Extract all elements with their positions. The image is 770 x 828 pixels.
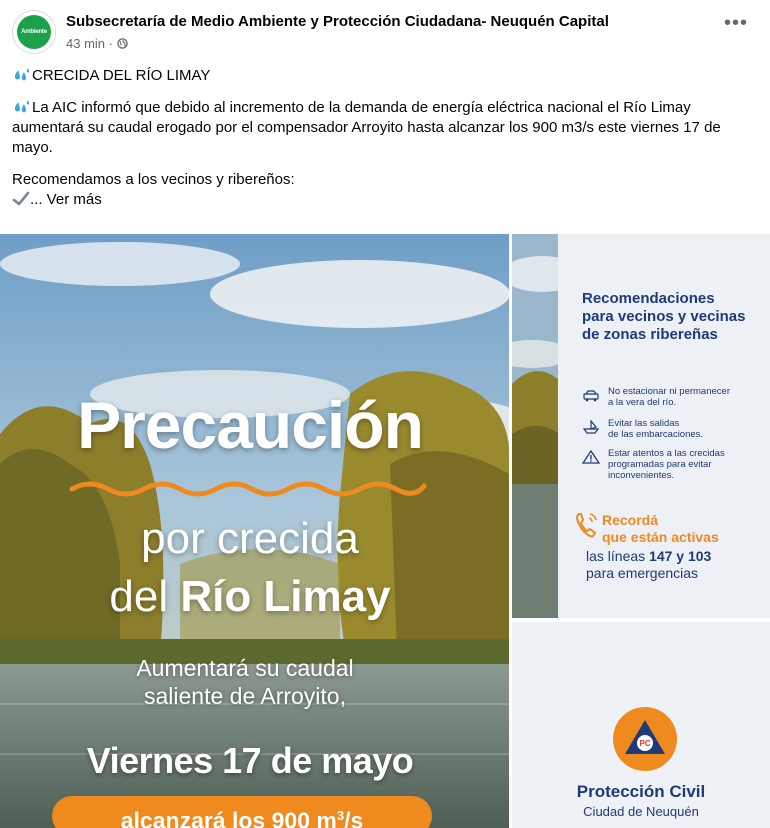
see-more-link[interactable]: ... Ver más xyxy=(30,191,102,208)
flow-rate-suffix: /s xyxy=(344,807,364,828)
post-line-4 xyxy=(12,190,752,210)
post-line-1 xyxy=(12,66,752,86)
emergency-lines-suffix: para emergencias xyxy=(586,565,699,581)
droplets-icon xyxy=(12,67,32,83)
subheadline-rio-limay xyxy=(0,574,500,620)
subheadline-por-crecida: por crecida xyxy=(141,514,359,563)
logo-title: Protección Civil xyxy=(576,782,706,801)
post-title-text: CRECIDA DEL RÍO LIMAY xyxy=(32,67,211,84)
more-options-button[interactable]: ••• xyxy=(723,12,748,34)
recorda-line-2: que están activas xyxy=(602,529,719,545)
proteccion-civil-logo xyxy=(612,706,678,772)
headline-precaucion: Precaución xyxy=(77,388,423,462)
recommendations-title xyxy=(582,290,745,344)
flow-rate-banner xyxy=(52,796,432,828)
side-image-logo[interactable] xyxy=(512,622,770,828)
recommendation-item xyxy=(582,448,725,481)
phone-icon xyxy=(574,510,600,540)
description-line-2: saliente de Arroyito, xyxy=(143,683,346,709)
side-image-recommendations[interactable] xyxy=(512,234,770,618)
post-body xyxy=(12,66,752,210)
recommendation-text: a la vera del río. xyxy=(608,397,677,408)
description-line-1: Aumentará su caudal xyxy=(136,655,354,681)
post-time[interactable]: 43 min · xyxy=(66,36,113,51)
globe-icon xyxy=(117,38,128,49)
main-post-image[interactable] xyxy=(0,234,509,828)
check-mark-icon xyxy=(12,191,30,207)
orange-wave-decoration xyxy=(68,478,428,500)
recommendations-title-line-1: Recomendaciones xyxy=(582,290,715,307)
post-line-2 xyxy=(12,98,752,158)
recommendation-item xyxy=(582,386,730,408)
description-text xyxy=(0,654,490,710)
logo-badge: PC xyxy=(639,739,651,748)
droplets-icon xyxy=(12,99,32,115)
recommendations-title-line-3: de zonas ribereñas xyxy=(582,326,718,343)
recommendation-item xyxy=(582,418,703,440)
post-description: La AIC informó que debido al incremento de la demanda de energía eléctrica nacional el Río Limay aumentará su caudal erogado por el compensador Arroyito hasta alcanzar los 900 m3/s este viernes 17 de mayo. xyxy=(12,99,721,156)
page-name-link[interactable]: Subsecretaría de Medio Ambiente y Protección Ciudadana- Neuquén Capital xyxy=(66,13,609,30)
recorda-text xyxy=(602,512,719,546)
recommendation-text: programadas para evitar xyxy=(608,459,712,470)
recommendation-text: Estar atentos a las crecidas xyxy=(608,448,725,459)
emergency-lines-text xyxy=(586,548,711,582)
car-icon xyxy=(582,388,600,402)
recommendation-text: de las embarcaciones. xyxy=(608,429,704,440)
recommendation-text: No estacionar ni permanecer xyxy=(608,386,730,397)
flow-rate-sup: 3 xyxy=(336,808,345,823)
subheadline-bold: Río Limay xyxy=(180,572,391,621)
recommendation-text: inconvenientes. xyxy=(608,470,675,481)
flow-rate-text: alcanzará los 900 m xyxy=(120,807,337,828)
page-avatar[interactable] xyxy=(12,10,56,54)
emergency-lines-numbers: 147 y 103 xyxy=(649,548,712,564)
post-meta xyxy=(66,36,128,51)
date-text: Viernes 17 de mayo xyxy=(86,740,414,781)
recommendation-text: Evitar las salidas xyxy=(608,418,680,429)
logo-subtitle: Ciudad de Neuquén xyxy=(583,804,699,819)
post-header xyxy=(0,0,770,62)
avatar-logo: Ambiente xyxy=(17,15,51,49)
recommendations-title-line-2: para vecinos y vecinas xyxy=(582,308,746,325)
emergency-lines-prefix: las líneas xyxy=(586,548,650,564)
post-line-3: Recomendamos a los vecinos y ribereños: xyxy=(12,171,295,188)
recorda-line-1: Recordá xyxy=(602,512,659,528)
subheadline-prefix: del xyxy=(109,572,181,621)
warning-icon xyxy=(582,450,600,464)
boat-icon xyxy=(582,420,600,434)
